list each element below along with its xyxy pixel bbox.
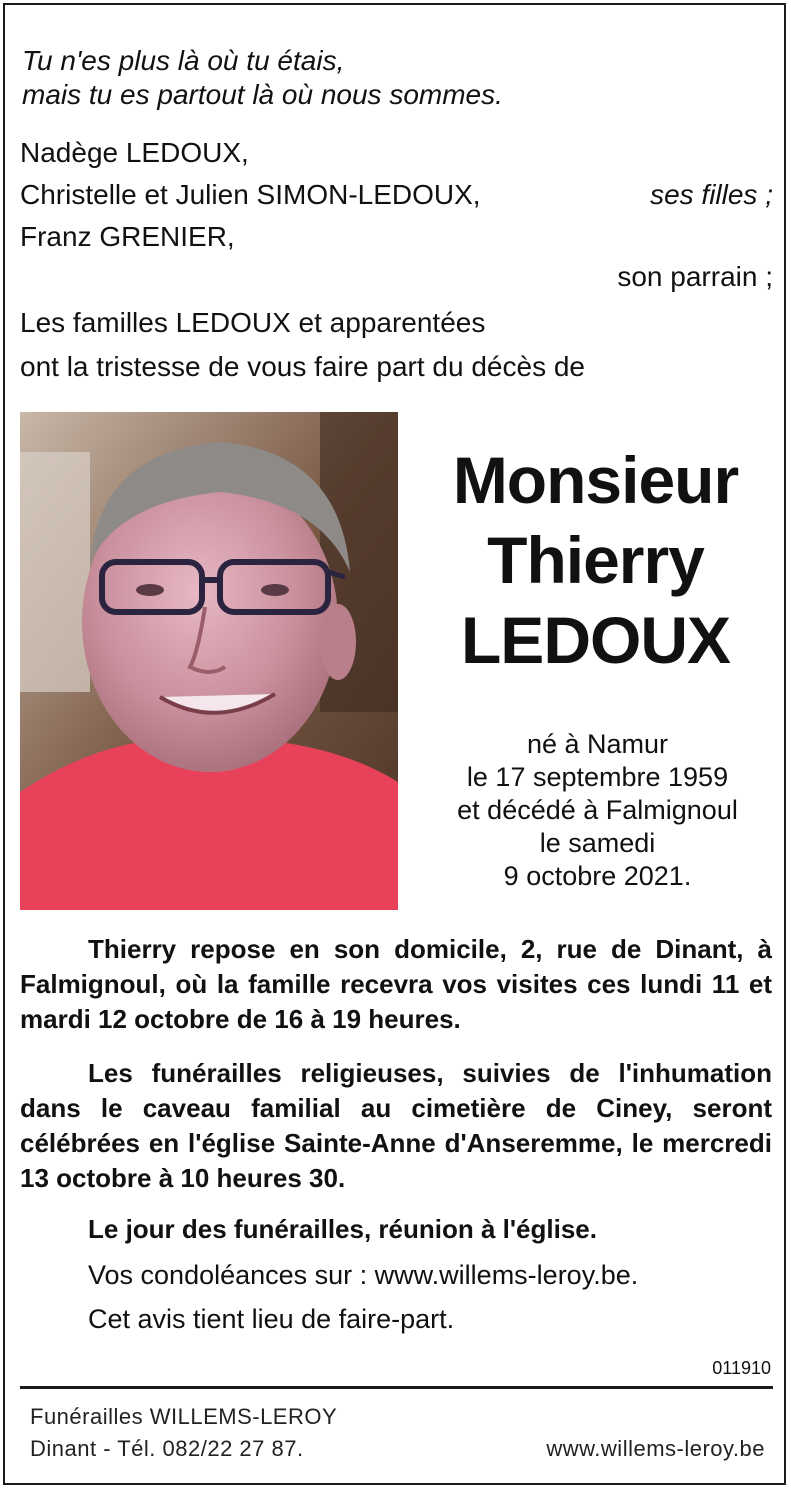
- family-line-5: ont la tristesse de vous faire part du décès de: [20, 351, 585, 382]
- footer-divider: [20, 1386, 773, 1389]
- reference-number: 011910: [712, 1358, 771, 1378]
- deceased-title: Monsieur: [452, 443, 739, 517]
- funeral-paragraph: [20, 1056, 772, 1196]
- footer-phone: Dinant - Tél. 082/22 27 87.: [30, 1436, 304, 1461]
- quote-line-2: mais tu es partout là où nous sommes.: [22, 79, 503, 110]
- birth-place: né à Namur: [526, 729, 669, 759]
- deceased-last-name: LEDOUX: [460, 603, 731, 677]
- visit-text: Thierry repose en son domicile, 2, rue de Dinant, à Falmignoul, où la famille recevra vos visites ces lundi 11 et mardi 12 octobre de 16 à 19 heures.: [20, 934, 772, 1034]
- portrait-illustration: [20, 412, 398, 910]
- funeral-text: Les funérailles religieuses, suivies de l'inhumation dans le caveau familial au cimetière de Ciney, seront célébrées en l'église Sainte-Anne d'Anseremme, le mercredi 13 octobre à 10 heures 30.: [20, 1058, 772, 1193]
- footer-company: Funérailles WILLEMS-LEROY: [30, 1404, 338, 1429]
- condolences-line: Vos condoléances sur : www.willems-leroy.be.: [88, 1260, 639, 1290]
- family-line-2: Christelle et Julien SIMON-LEDOUX,: [20, 179, 481, 210]
- portrait-photo: [20, 412, 398, 910]
- death-weekday: le samedi: [539, 828, 656, 858]
- death-place: et décédé à Falmignoul: [457, 795, 738, 825]
- deceased-first-name: Thierry: [487, 523, 704, 597]
- quote-line-1: Tu n'es plus là où tu étais,: [22, 45, 345, 76]
- family-line-1: Nadège LEDOUX,: [20, 137, 249, 168]
- visit-paragraph: [20, 932, 772, 1037]
- birth-death-dates: [410, 728, 785, 893]
- footer-website[interactable]: www.willems-leroy.be: [546, 1436, 765, 1461]
- meeting-line: Le jour des funérailles, réunion à l'église.: [88, 1214, 597, 1244]
- family-line-4: Les familles LEDOUX et apparentées: [20, 307, 486, 338]
- death-date: 9 octobre 2021.: [503, 861, 692, 891]
- notice-line: Cet avis tient lieu de faire-part.: [88, 1304, 455, 1334]
- role-godfather: son parrain ;: [617, 261, 773, 292]
- role-daughters: ses filles ;: [650, 179, 773, 210]
- birth-date: le 17 septembre 1959: [466, 762, 729, 792]
- family-line-3: Franz GRENIER,: [20, 221, 235, 252]
- deceased-name: [418, 440, 773, 680]
